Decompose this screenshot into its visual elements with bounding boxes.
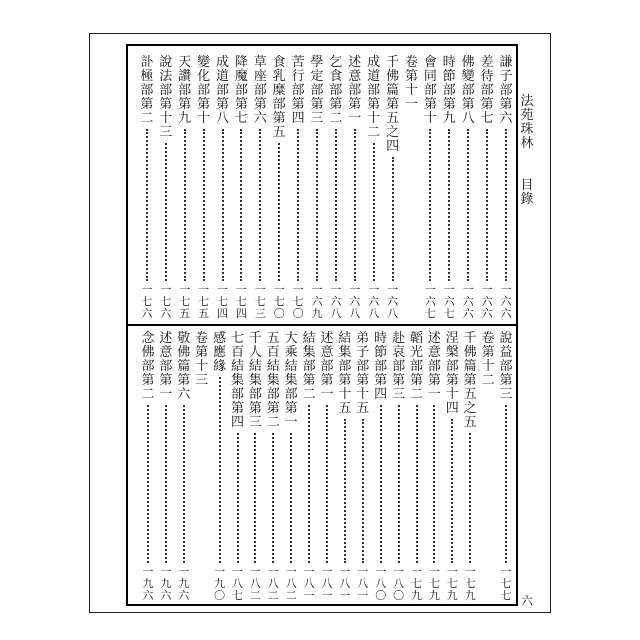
toc-page-number: 一 六 七 [443, 283, 455, 320]
table-of-contents [126, 44, 518, 606]
toc-page-number: 一 七 五 [179, 283, 191, 320]
dot-leader [184, 129, 186, 281]
toc-entry-title: 敬 佛 篇 第 六 [177, 331, 191, 402]
dot-leader [505, 405, 507, 563]
toc-page-number: 一 六 八 [330, 283, 342, 320]
toc-entry [328, 56, 344, 320]
dot-leader [259, 129, 261, 281]
toc-entry [158, 332, 174, 602]
toc-page-number: 一 七 九 [411, 565, 422, 602]
toc-entry [498, 332, 514, 602]
toc-entry-title: 卷 第 十 二 [481, 331, 495, 388]
toc-page-number: 一 九 六 [178, 565, 190, 602]
dot-leader [486, 129, 488, 281]
toc-page-number: 一 八 七 [232, 565, 243, 602]
toc-entry-title: 草 座 部 第 六 [253, 55, 267, 126]
toc-entry-title: 苦 行 部 第 四 [291, 55, 305, 126]
toc-entry-title: 感 應 緣 [213, 331, 227, 374]
toc-entry-title: 差 待 部 第 七 [480, 55, 494, 126]
toc-entry [337, 332, 353, 602]
toc-entry-title: 說 法 部 第 十 三 [159, 55, 173, 140]
toc-page-number: 一 九 六 [160, 565, 172, 602]
dot-leader [237, 433, 239, 563]
dot-leader [505, 129, 507, 281]
toc-page-number: 一 七 四 [217, 283, 228, 320]
toc-entry [271, 56, 287, 320]
toc-entry [366, 56, 382, 320]
dot-leader [222, 129, 224, 281]
dot-leader [183, 405, 185, 563]
toc-entry [426, 332, 442, 602]
toc-entry-title: 弟 子 部 第 十 五 [356, 331, 370, 416]
toc-entry [444, 332, 460, 602]
dot-leader [203, 129, 205, 281]
running-header [519, 95, 535, 207]
dot-leader [354, 129, 356, 281]
toc-page-number: 一 六 八 [387, 283, 399, 320]
toc-page-number: 一 八 二 [249, 565, 261, 602]
dot-leader [380, 405, 382, 563]
toc-entry [373, 332, 389, 602]
dot-leader [219, 377, 221, 563]
toc-entry-title: 五 百 結 集 部 第 二 [266, 331, 280, 430]
dot-leader [290, 433, 292, 563]
toc-page-number: 一 六 八 [368, 283, 380, 320]
toc-entry [196, 56, 212, 320]
toc-entry-title: 述 意 部 第 一 [427, 331, 441, 402]
dot-leader [416, 405, 418, 563]
toc-entry-title: 學 定 部 第 三 [310, 55, 324, 126]
toc-page-number: 一 六 六 [462, 283, 474, 320]
toc-entry-title: 述 意 部 第 一 [320, 331, 334, 402]
toc-entry-title: 述 意 部 第 一 [159, 331, 173, 402]
toc-page-number: 一 六 九 [311, 283, 323, 320]
toc-entry [212, 332, 228, 602]
toc-entry [252, 56, 268, 320]
toc-entry-title: 韜 光 部 第 二 [409, 331, 423, 402]
toc-page-number: 一 八 二 [267, 565, 279, 602]
toc-entry-title: 會 同 部 第 十 [423, 55, 437, 126]
toc-chapter-heading [404, 56, 420, 320]
toc-entry-title: 大 乘 結 集 部 第 一 [284, 331, 298, 430]
dot-leader [278, 143, 280, 281]
toc-entry [230, 332, 246, 602]
toc-page-number: 一 七 四 [235, 283, 247, 320]
toc-entry-title: 卷 第 十 三 [195, 331, 209, 388]
toc-page-number: 一 七 三 [254, 283, 266, 320]
toc-entry-title: 天 讚 部 第 九 [178, 55, 192, 126]
toc-entry-title: 時 節 部 第 九 [442, 55, 456, 126]
toc-page-number: 一 八 〇 [375, 565, 387, 602]
page-number: 六 [520, 594, 533, 608]
toc-entry-title: 成 道 部 第 八 [215, 55, 229, 126]
toc-page-number: 一 七 七 [500, 565, 512, 602]
toc-entry [355, 332, 371, 602]
toc-page-number: 一 七 六 [160, 283, 172, 320]
toc-page-number: 一 六 八 [349, 283, 361, 320]
dot-leader [316, 129, 318, 281]
toc-page-number: 一 七 〇 [292, 283, 304, 320]
toc-entry [498, 56, 514, 320]
toc-entry [177, 56, 193, 320]
toc-entry-title: 成 道 部 第 十 二 [367, 55, 381, 140]
toc-entry [462, 332, 478, 602]
toc-entry-title: 說 益 部 第 三 [499, 331, 513, 402]
toc-entry [409, 332, 425, 602]
toc-entry-title: 念 佛 部 第 二 [141, 331, 155, 402]
toc-entry-title: 卷 第 十 一 [404, 55, 418, 112]
toc-page-number: 一 八 一 [303, 565, 315, 602]
toc-entry [140, 332, 156, 602]
toc-page-number: 一 七 九 [428, 565, 440, 602]
toc-upper-section [128, 46, 516, 324]
toc-chapter-heading [194, 332, 210, 602]
dot-leader [451, 419, 453, 563]
toc-entry [422, 56, 438, 320]
toc-entry-title: 謙 子 部 第 六 [499, 55, 513, 126]
dot-leader [254, 433, 256, 563]
toc-page-number: 一 六 六 [500, 283, 512, 320]
toc-entry [290, 56, 306, 320]
dot-leader [297, 129, 299, 281]
toc-page-number: 一 九 六 [142, 565, 154, 602]
toc-entry [215, 56, 231, 320]
dot-leader [467, 129, 469, 281]
toc-entry-title: 乞 食 部 第 二 [329, 55, 343, 126]
toc-entry [309, 56, 325, 320]
dot-leader [165, 405, 167, 563]
toc-entry-title: 千 佛 篇 第 五 之 五 [463, 331, 477, 430]
toc-entry-title: 千 佛 篇 第 五 之 四 [386, 55, 400, 154]
dot-leader [398, 405, 400, 563]
dot-leader [433, 405, 435, 563]
toc-page-number: 一 八 一 [321, 565, 333, 602]
toc-page-number: 一 七 九 [464, 565, 476, 602]
toc-chapter-heading [480, 332, 496, 602]
toc-entry [385, 56, 401, 320]
toc-entry [319, 332, 335, 602]
toc-entry [391, 332, 407, 602]
toc-page-number: 一 八 一 [339, 565, 351, 602]
dot-leader [165, 143, 167, 281]
dot-leader [272, 433, 274, 563]
toc-entry [176, 332, 192, 602]
dot-leader [335, 129, 337, 281]
toc-entry [479, 56, 495, 320]
toc-entry [158, 56, 174, 320]
toc-entry-title: 變 化 部 第 十 [197, 55, 211, 126]
book-title: 法 苑 珠 林 [520, 94, 534, 151]
toc-entry [301, 332, 317, 602]
toc-page-number: 一 八 一 [357, 565, 369, 602]
toc-entry-title: 佛 變 部 第 八 [461, 55, 475, 126]
toc-entry-title: 食 乳 糜 部 第 五 [272, 55, 286, 140]
toc-entry-title: 結 集 部 第 十 五 [338, 331, 352, 416]
dot-leader [448, 129, 450, 281]
dot-leader [344, 419, 346, 563]
dot-leader [326, 405, 328, 563]
toc-page-number: 一 八 二 [285, 565, 297, 602]
toc-entry-title: 涅 槃 部 第 十 四 [445, 331, 459, 416]
section-title: 目 錄 [520, 178, 534, 207]
toc-entry [283, 332, 299, 602]
toc-entry-title: 結 集 部 第 二 [302, 331, 316, 402]
toc-page-number: 一 七 六 [141, 283, 153, 320]
toc-entry [233, 56, 249, 320]
toc-entry-title: 七 百 結 集 部 第 四 [230, 331, 244, 430]
dot-leader [392, 157, 394, 281]
toc-entry-title: 千 人 結 集 部 第 三 [248, 331, 262, 430]
dot-leader [147, 405, 149, 563]
toc-entry [460, 56, 476, 320]
toc-entry [347, 56, 363, 320]
dot-leader [429, 129, 431, 281]
dot-leader [362, 419, 364, 563]
toc-page-number: 一 六 六 [481, 283, 493, 320]
toc-page-number: 一 九 〇 [214, 565, 226, 602]
toc-entry-title: 述 意 部 第 一 [348, 55, 362, 126]
toc-entry [265, 332, 281, 602]
toc-entry-title: 訃 極 部 第 二 [140, 55, 154, 126]
toc-page-number: 一 七 九 [446, 565, 458, 602]
toc-page-number: 一 六 七 [424, 283, 436, 320]
toc-entry [441, 56, 457, 320]
toc-page-number: 一 八 〇 [393, 565, 405, 602]
toc-entry-title: 降 魔 部 第 七 [234, 55, 248, 126]
dot-leader [146, 129, 148, 281]
toc-entry [139, 56, 155, 320]
dot-leader [308, 405, 310, 563]
dot-leader [469, 433, 471, 563]
toc-entry-title: 時 節 部 第 四 [374, 331, 388, 402]
toc-entry [247, 332, 263, 602]
toc-page-number: 一 七 〇 [273, 283, 285, 320]
dot-leader [240, 129, 242, 281]
toc-lower-section [128, 326, 516, 606]
toc-entry-title: 赴 哀 部 第 三 [392, 331, 406, 402]
dot-leader [373, 143, 375, 281]
toc-page-number: 一 七 五 [198, 283, 210, 320]
